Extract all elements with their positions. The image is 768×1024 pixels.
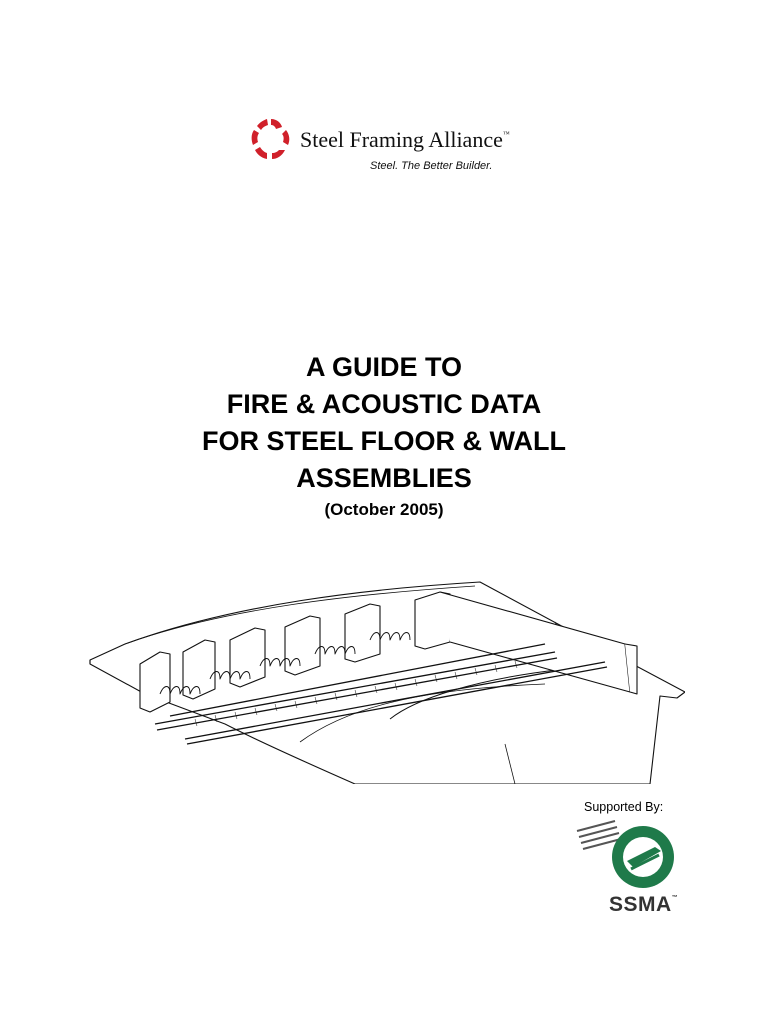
document-title — [0, 349, 768, 521]
steel-framing-alliance-logo — [248, 112, 538, 176]
logo-wordmark: Steel Framing Alliance™ — [300, 127, 510, 152]
title-line-1: A GUIDE TO — [305, 352, 462, 382]
supported-by-label: Supported By: — [584, 800, 664, 814]
ssma-seal-icon — [575, 817, 679, 892]
document-date: (October 2005) — [324, 500, 444, 519]
title-line-4: ASSEMBLIES — [296, 463, 472, 493]
logo-tagline: Steel. The Better Builder. — [370, 160, 493, 172]
floor-assembly-illustration — [85, 574, 685, 784]
title-line-2: FIRE & ACOUSTIC DATA — [226, 389, 542, 419]
ssma-wordmark: SSMA™ — [609, 893, 679, 916]
title-line-3: FOR STEEL FLOOR & WALL — [202, 426, 566, 456]
sfa-emblem-icon — [248, 116, 294, 166]
